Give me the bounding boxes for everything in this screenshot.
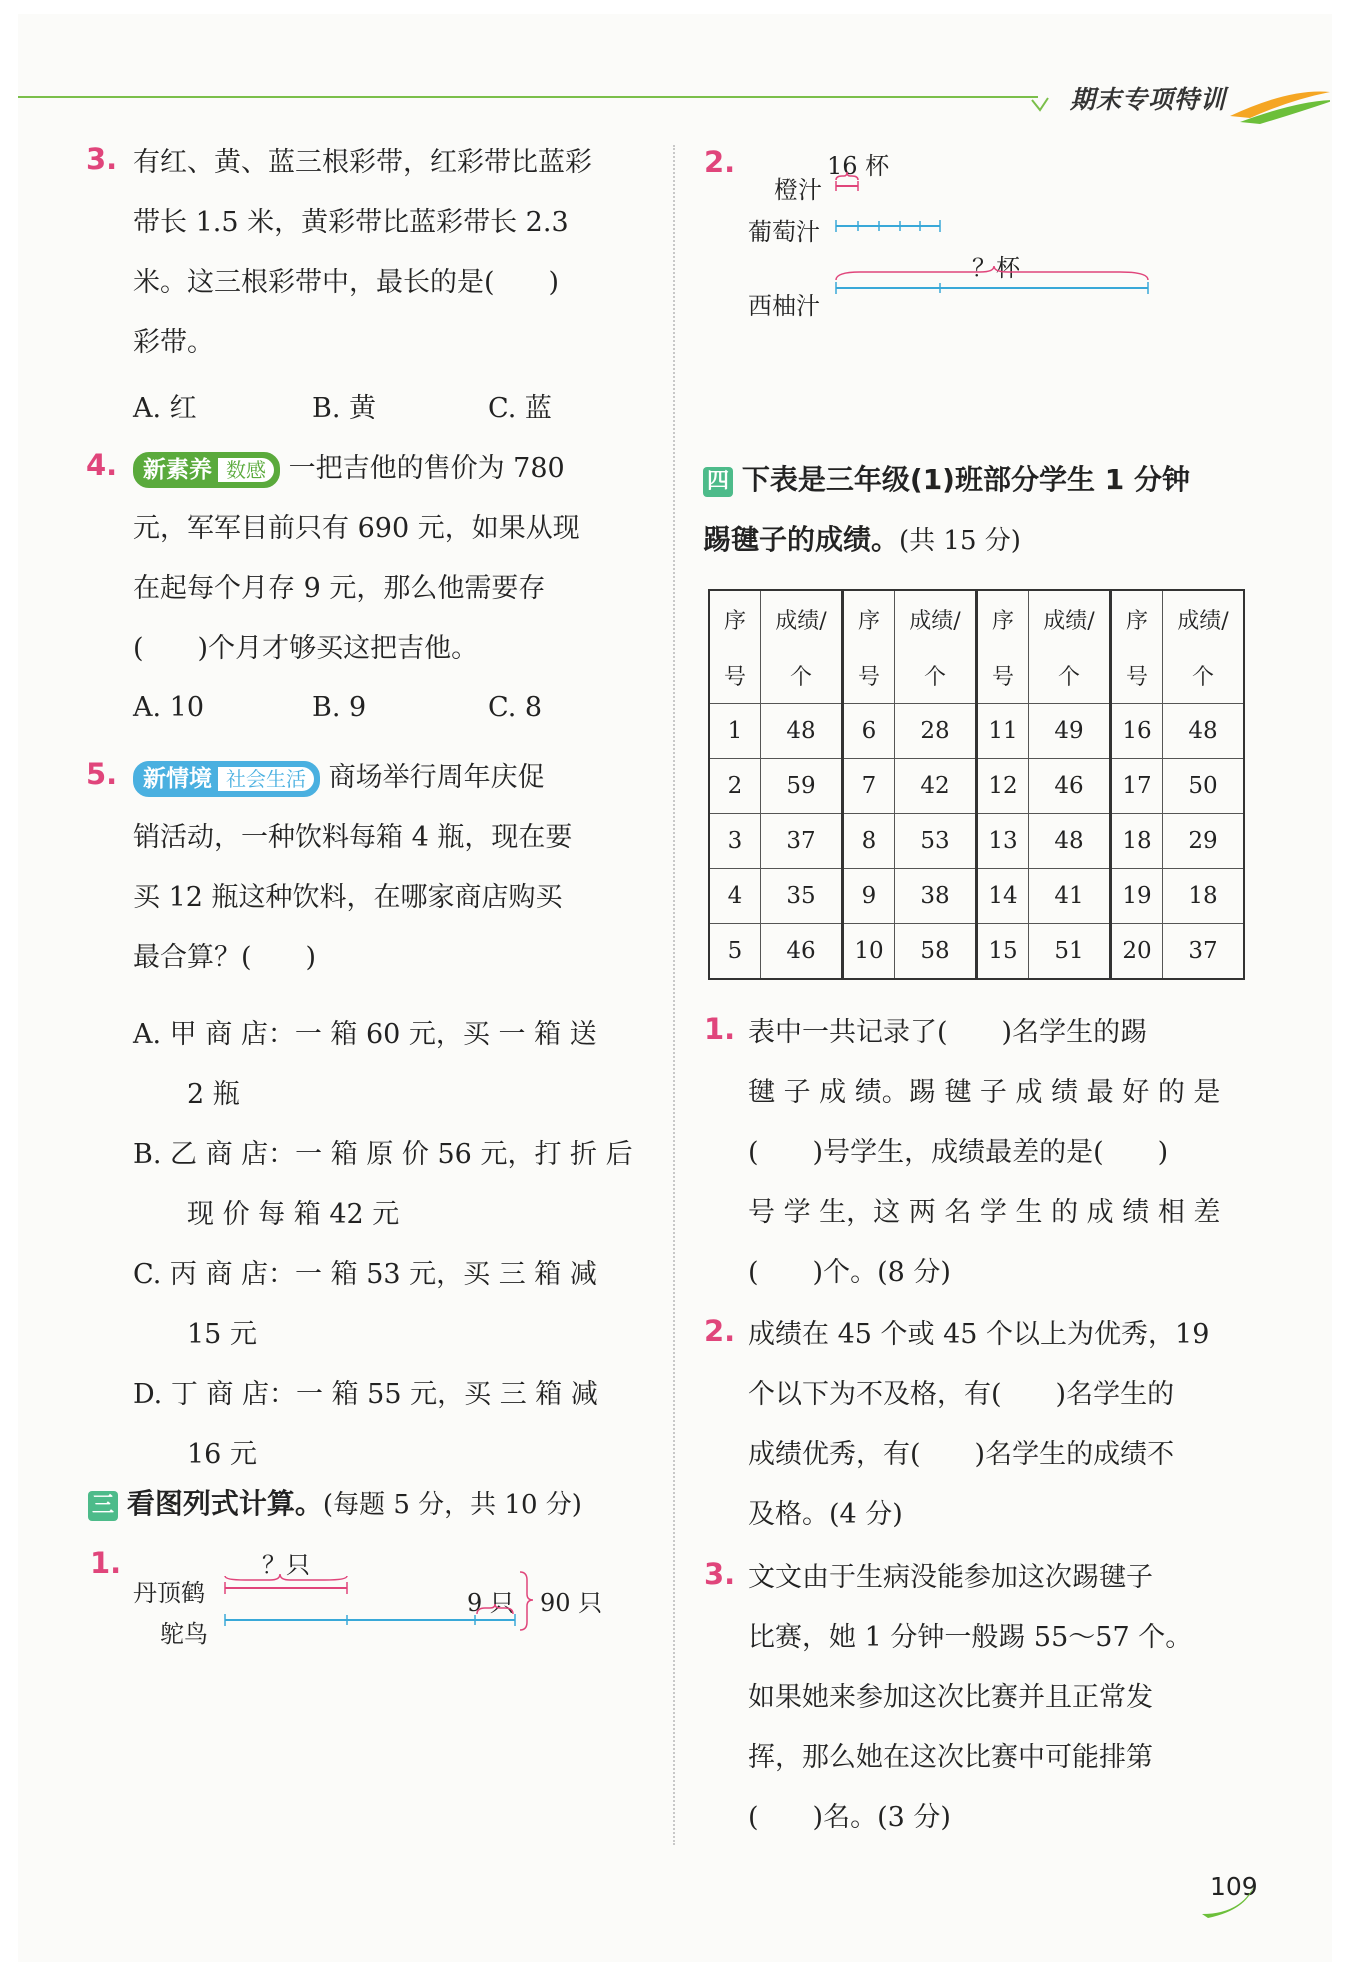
orange-amount-label: 16 杯: [827, 152, 890, 180]
table-cell: 号: [1111, 647, 1163, 704]
table-cell: 53: [895, 814, 977, 869]
table-cell: 号: [977, 647, 1029, 704]
header-rule: [18, 96, 1038, 98]
table-cell: 42: [895, 759, 977, 814]
table-cell: 号: [843, 647, 895, 704]
option-d: D. 丁 商 店：一 箱 55 元，买 三 箱 减 16 元: [133, 1379, 598, 1470]
table-cell: 18: [1163, 869, 1245, 924]
table-row: [709, 704, 1244, 759]
table-row: [709, 924, 1244, 980]
option-b: B. 黄: [312, 393, 377, 424]
q4-line: ( )个月才够买这把吉他。: [133, 633, 479, 664]
section-number-icon: 三: [88, 1491, 118, 1521]
option-b: B. 乙 商 店：一 箱 原 价 56 元，打 折 后 现 价 每 箱 42 元: [133, 1139, 633, 1230]
table-cell: 18: [1111, 814, 1163, 869]
sub-question-2: 成绩在 45 个或 45 个以上为优秀，19 个以下为不及格，有( )名学生的 成绩优秀，有( )名学生的成绩不 及格。(4 分): [748, 1319, 1210, 1530]
q4-line: 在起每个月存 9 元，那么他需要存: [133, 573, 546, 604]
question-number: 1.: [704, 1012, 736, 1046]
table-row: [709, 869, 1244, 924]
q3-line: 带长 1.5 米，黄彩带比蓝彩带长 2.3: [133, 207, 569, 238]
table-cell: 10: [843, 924, 895, 980]
question-number: 4.: [86, 448, 118, 482]
table-cell: 序: [843, 590, 895, 647]
table-cell: 9: [843, 869, 895, 924]
table-cell: 个: [895, 647, 977, 704]
table-cell: 1: [709, 704, 761, 759]
crane-label: 丹顶鹤: [133, 1579, 205, 1607]
option-a: A. 10: [133, 692, 205, 723]
table-cell: 5: [709, 924, 761, 980]
question-number: 3.: [704, 1557, 736, 1591]
table-cell: 17: [1111, 759, 1163, 814]
unknown-label: ？只: [262, 1551, 310, 1579]
question-5: [133, 748, 572, 988]
difference-label: 9 只: [467, 1589, 514, 1617]
table-row: [709, 814, 1244, 869]
section-title-line2: 踢毽子的成绩。: [703, 523, 900, 556]
table-cell: 16: [1111, 704, 1163, 759]
table-cell: 35: [761, 869, 843, 924]
grape-juice-label: 葡萄汁: [748, 218, 820, 246]
line-segment-diagram-2: [830, 170, 1160, 310]
table-cell: 41: [1029, 869, 1111, 924]
table-cell: 成绩/: [1163, 590, 1245, 647]
grapefruit-juice-label: 西柚汁: [748, 292, 820, 320]
table-cell: 序: [1111, 590, 1163, 647]
sub-question-1: 表中一共记录了( )名学生的踢 毽 子 成 绩。踢 毽 子 成 绩 最 好 的 是 ( )号学生，成绩最差的是( ) 号 学 生，这 两 名 学 生 的 成 绩 相 差 ( )个。(8 分): [748, 1017, 1221, 1288]
section-number-icon: 四: [703, 467, 733, 497]
section-title: 下表是三年级(1)班部分学生 1 分钟: [741, 463, 1190, 496]
table-cell: 8: [843, 814, 895, 869]
q4-first-line: 新素养 数感 一把吉他的售价为 780: [133, 439, 580, 499]
table-cell: 51: [1029, 924, 1111, 980]
section-note: (每题 5 分，共 10 分): [322, 1490, 582, 1520]
table-cell: 个: [1163, 647, 1245, 704]
option-a: A. 红: [133, 393, 197, 424]
column-divider: [673, 145, 675, 1845]
table-cell: 48: [761, 704, 843, 759]
table-cell: 37: [761, 814, 843, 869]
table-cell: 序: [709, 590, 761, 647]
table-cell: 59: [761, 759, 843, 814]
table-cell: 2: [709, 759, 761, 814]
table-cell: 48: [1163, 704, 1245, 759]
table-cell: 12: [977, 759, 1029, 814]
table-cell: 50: [1163, 759, 1245, 814]
option-c: C. 8: [488, 692, 543, 723]
question-number: 5.: [86, 757, 118, 791]
table-cell: 58: [895, 924, 977, 980]
table-cell: 49: [1029, 704, 1111, 759]
question-4: [133, 439, 580, 679]
table-cell: 20: [1111, 924, 1163, 980]
table-cell: 4: [709, 869, 761, 924]
table-cell: 46: [761, 924, 843, 980]
new-context-badge: 新情境 社会生活: [133, 761, 320, 797]
table-cell: 38: [895, 869, 977, 924]
table-cell: 序: [977, 590, 1029, 647]
table-cell: 号: [709, 647, 761, 704]
sub-question-3: 文文由于生病没能参加这次踢毽子 比赛，她 1 分钟一般踢 55～57 个。 如果她来参加这次比赛并且正常发 挥，那么她在这次比赛中可能排第 ( )名。(3 分): [748, 1562, 1193, 1833]
table-cell: 成绩/: [895, 590, 977, 647]
q5-line: 销活动，一种饮料每箱 4 瓶，现在要: [133, 822, 573, 853]
table-cell: 3: [709, 814, 761, 869]
line-segment-diagram-1: [215, 1570, 545, 1640]
option-a: A. 甲 商 店：一 箱 60 元，买 一 箱 送 2 瓶: [133, 1019, 597, 1110]
table-header-row: [709, 647, 1244, 704]
q3-line: 米。这三根彩带中，最长的是( ): [133, 267, 560, 298]
table-cell: 个: [1029, 647, 1111, 704]
header-title: 期末专项特训: [1070, 85, 1227, 114]
table-cell: 6: [843, 704, 895, 759]
table-cell: 个: [761, 647, 843, 704]
total-label: 90 只: [540, 1589, 603, 1617]
table-cell: 11: [977, 704, 1029, 759]
question-number: 3.: [86, 142, 118, 176]
new-literacy-badge: 新素养 数感: [133, 452, 280, 488]
table-cell: 29: [1163, 814, 1245, 869]
table-cell: 成绩/: [761, 590, 843, 647]
table-row: [709, 759, 1244, 814]
question-3: [133, 133, 592, 373]
q5-first-line: 新情境 社会生活 商场举行周年庆促: [133, 748, 572, 808]
question-number: 2.: [704, 145, 736, 179]
ostrich-label: 鸵鸟: [160, 1620, 208, 1648]
page-number-swoosh-icon: [1200, 1880, 1260, 1920]
table-cell: 成绩/: [1029, 590, 1111, 647]
q4-line: 元，军军目前只有 690 元，如果从现: [133, 513, 580, 544]
scores-table: [708, 589, 1245, 980]
question-number: 1.: [90, 1546, 122, 1580]
option-c: C. 丙 商 店：一 箱 53 元，买 三 箱 减 15 元: [133, 1259, 597, 1350]
table-cell: 15: [977, 924, 1029, 980]
page-number: 109: [1210, 1872, 1258, 1901]
table-cell: 19: [1111, 869, 1163, 924]
table-cell: 37: [1163, 924, 1245, 980]
q5-line: 最合算？( ): [133, 942, 317, 973]
section-4-heading: [703, 450, 1190, 571]
option-c: C. 蓝: [488, 393, 552, 424]
table-cell: 28: [895, 704, 977, 759]
table-cell: 7: [843, 759, 895, 814]
table-cell: 48: [1029, 814, 1111, 869]
unknown-label: ？杯: [972, 254, 1020, 282]
question-number: 2.: [704, 1314, 736, 1348]
table-header-row: [709, 590, 1244, 647]
table-cell: 13: [977, 814, 1029, 869]
q5-line: 买 12 瓶这种饮料，在哪家商店购买: [133, 882, 563, 913]
q3-line: 彩带。: [133, 327, 214, 358]
option-b: B. 9: [312, 692, 367, 723]
table-cell: 46: [1029, 759, 1111, 814]
q3-line: 有红、黄、蓝三根彩带，红彩带比蓝彩: [133, 147, 592, 178]
orange-juice-label: 橙汁: [774, 176, 822, 204]
section-title: 看图列式计算。: [126, 1487, 323, 1520]
section-note: (共 15 分): [899, 526, 1021, 556]
section-3-heading: [88, 1482, 582, 1522]
table-cell: 14: [977, 869, 1029, 924]
